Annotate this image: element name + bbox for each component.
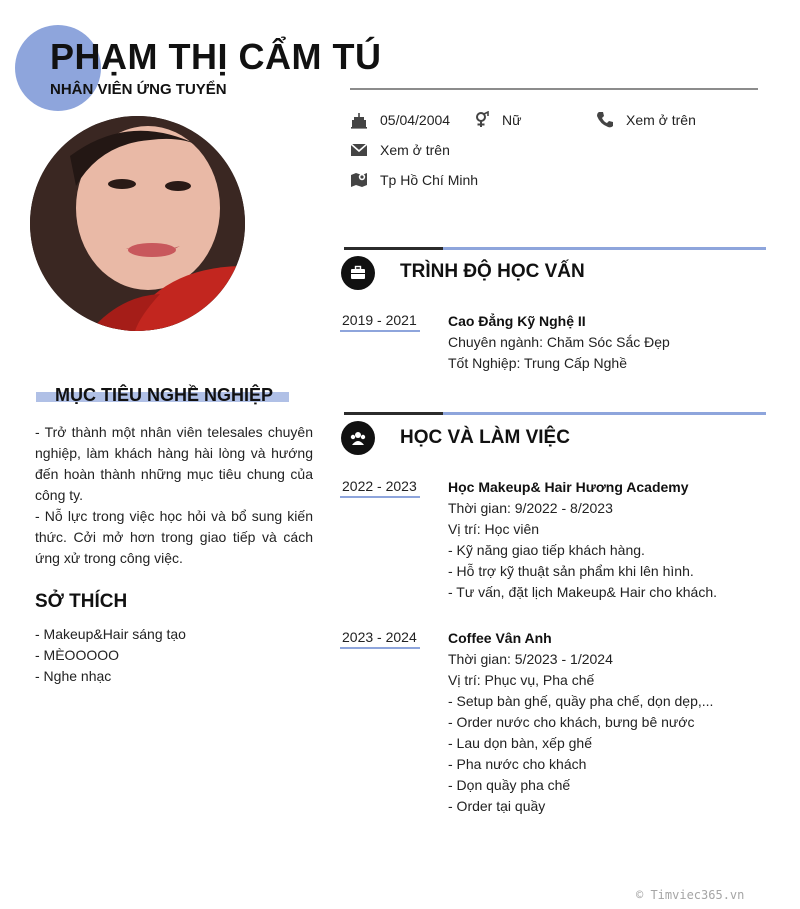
phone-icon — [596, 111, 614, 129]
cake-icon — [350, 111, 368, 129]
candidate-name: PHẠM THỊ CẨM TÚ — [50, 36, 382, 77]
phone-value: Xem ở trên — [626, 112, 696, 128]
hobbies-list — [35, 624, 186, 687]
envelope-icon — [350, 141, 368, 159]
work-entry — [448, 477, 717, 603]
work-line: - Kỹ năng giao tiếp khách hàng. — [448, 542, 645, 558]
header-divider — [350, 88, 758, 90]
gender-icon — [473, 111, 491, 129]
work-line: - Dọn quầy pha chế — [448, 777, 571, 793]
work-line: - Tư vấn, đặt lịch Makeup& Hair cho khách. — [448, 584, 718, 600]
address-value: Tp Hồ Chí Minh — [380, 172, 479, 188]
education-bar-dark — [344, 247, 443, 250]
date-underline — [340, 330, 420, 332]
objective-paragraph: - Nỗ lực trong việc học hỏi và bổ sung kiến thức. Cởi mở hơn trong giao tiếp và cách ứng xử trong công việc. — [35, 508, 313, 566]
work-place: Học Makeup& Hair Hương Academy — [448, 479, 689, 495]
education-school: Cao Đẳng Kỹ Nghệ II — [448, 313, 586, 329]
map-pin-icon — [350, 171, 368, 189]
date-underline — [340, 647, 420, 649]
education-line: Chuyên ngành: Chăm Sóc Sắc Đẹp — [448, 334, 670, 350]
education-line: Tốt Nghiệp: Trung Cấp Nghề — [448, 355, 627, 371]
work-line: - Lau dọn bàn, xếp ghế — [448, 735, 593, 751]
briefcase-icon — [341, 256, 375, 290]
group-icon — [341, 421, 375, 455]
contact-gender — [473, 111, 521, 129]
watermark: © Timviec365.vn — [636, 888, 745, 902]
hobby-item: - MÈOOOOO — [35, 647, 119, 663]
profile-photo — [30, 116, 245, 331]
work-line: Vị trí: Phục vụ, Pha chế — [448, 672, 595, 688]
education-bar-accent — [443, 247, 766, 250]
objective-text — [35, 422, 313, 569]
work-bar-dark — [344, 412, 443, 415]
work-line: Vị trí: Học viên — [448, 521, 540, 537]
contact-phone — [596, 111, 696, 129]
work-line: - Order nước cho khách, bưng bê nước — [448, 714, 695, 730]
hobbies-title: SỞ THÍCH — [35, 591, 128, 612]
work-line: - Pha nước cho khách — [448, 756, 587, 772]
education-title: TRÌNH ĐỘ HỌC VẤN — [400, 261, 585, 282]
work-line: Thời gian: 9/2022 - 8/2023 — [448, 500, 613, 516]
work-date: 2022 - 2023 — [342, 478, 417, 494]
contact-address — [350, 171, 478, 189]
email-value: Xem ở trên — [380, 142, 450, 158]
work-bar-accent — [443, 412, 766, 415]
work-line: - Hỗ trợ kỹ thuật sản phẩm khi lên hình. — [448, 563, 694, 579]
contact-email — [350, 141, 450, 159]
contact-birthday — [350, 111, 450, 129]
work-entry — [448, 628, 713, 817]
work-line: Thời gian: 5/2023 - 1/2024 — [448, 651, 613, 667]
objective-title: MỤC TIÊU NGHỀ NGHIỆP — [55, 385, 274, 405]
work-line: - Setup bàn ghế, quầy pha chế, dọn dẹp,... — [448, 693, 714, 709]
work-date: 2023 - 2024 — [342, 629, 417, 645]
education-date: 2019 - 2021 — [342, 312, 417, 328]
education-entry — [448, 311, 670, 374]
objective-paragraph: - Trở thành một nhân viên telesales chuyên nghiệp, làm khách hàng hài lòng và hướng đến hoàn thành những mục tiêu chung của công ty. — [35, 424, 313, 503]
hobby-item: - Makeup&Hair sáng tạo — [35, 626, 186, 642]
gender-value: Nữ — [502, 112, 522, 128]
hobby-item: - Nghe nhạc — [35, 668, 112, 684]
date-underline — [340, 496, 420, 498]
work-line: - Order tại quầy — [448, 798, 546, 814]
birthday-value: 05/04/2004 — [380, 112, 451, 128]
candidate-position: NHÂN VIÊN ỨNG TUYỂN — [50, 81, 227, 98]
work-title: HỌC VÀ LÀM VIỆC — [400, 427, 570, 448]
work-place: Coffee Vân Anh — [448, 630, 552, 646]
